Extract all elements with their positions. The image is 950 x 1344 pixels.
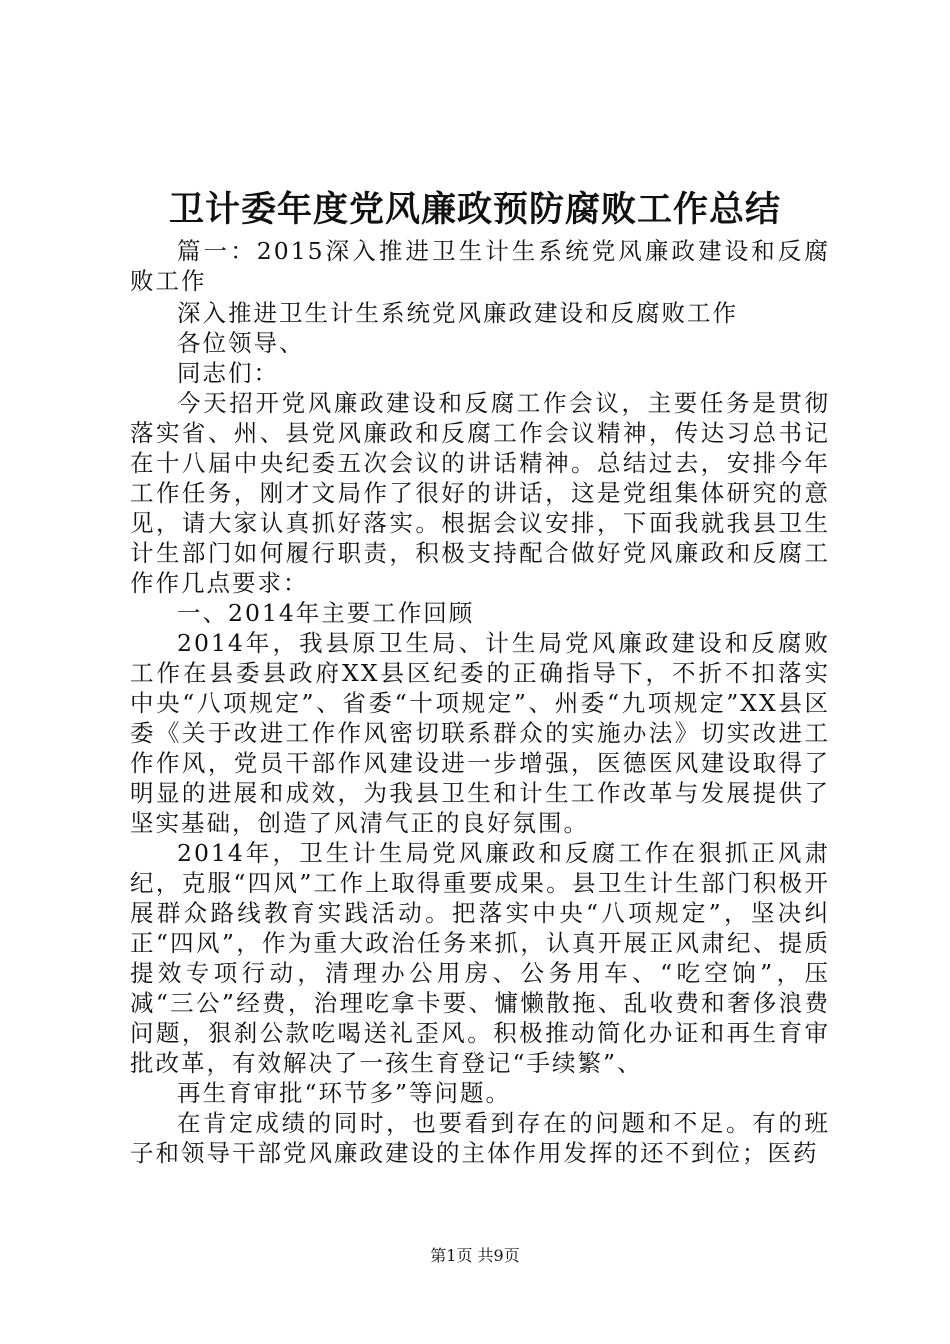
paragraph: 一、2014年主要工作回顾 xyxy=(177,599,475,627)
paragraph: 今天招开党风廉政建设和反腐工作会议，主要任务是贯彻落实省、州、县党风廉政和反腐工作会议精神，传达习总书记在十八届中央纪委五次会议的讲话精神。总结过去，安排今年工作任务，刚才文局作了很好的讲话，这是党组集体研究的意见，请大家认真抓好落实。根据会议安排，下面我就我县卫生计生部门如何履行职责，积极支持配合做好党风廉政和反腐工作作几点要求： xyxy=(130,389,830,597)
document-title: 卫计委年度党风廉政预防腐败工作总结 xyxy=(168,189,781,230)
paragraph: 2014年，我县原卫生局、计生局党风廉政建设和反腐败工作在县委县政府XX县区纪委的正确指导下，不折不扣落实中央“八项规定”、省委“十项规定”、州委“九项规定”XX县区委《关于改进工作作风密切联系群众的实施办法》切实改进工作作风，党员干部作风建设进一步增强，医德医风建设取得了明显的进展和成效，为我县卫生和计生工作改革与发展提供了坚实基础，创造了风清气正的良好氛围。 xyxy=(130,629,830,837)
page-number: 第1页 共9页 xyxy=(430,1246,520,1265)
paragraph: 同志们： xyxy=(177,359,279,387)
document-body xyxy=(130,236,830,1168)
paragraph: 各位领导、 xyxy=(177,329,305,357)
paragraph: 在肯定成绩的同时，也要看到存在的问题和不足。有的班子和领导干部党风廉政建设的主体作用发挥的还不到位；医药 xyxy=(130,1109,830,1167)
paragraph: 2014年，卫生计生局党风廉政和反腐工作在狠抓正风肃纪，克服“四风”工作上取得重要成果。县卫生计生部门积极开展群众路线教育实践活动。把落实中央“八项规定”，坚决纠正“四风”，作为重大政治任务来抓，认真开展正风肃纪、提质提效专项行动，清理办公用房、公务用车、“吃空饷”，压减“三公”经费，治理吃拿卡要、慵懒散拖、乱收费和奢侈浪费问题，狠刹公款吃喝送礼歪风。积极推动简化办证和再生育审批改革，有效解决了一孩生育登记“手续繁”、 xyxy=(130,839,830,1077)
paragraph: 再生育审批“环节多”等问题。 xyxy=(177,1079,512,1107)
paragraph: 篇一：2015深入推进卫生计生系统党风廉政建设和反腐败工作 xyxy=(130,237,830,295)
paragraph: 深入推进卫生计生系统党风廉政建设和反腐败工作 xyxy=(177,299,738,327)
